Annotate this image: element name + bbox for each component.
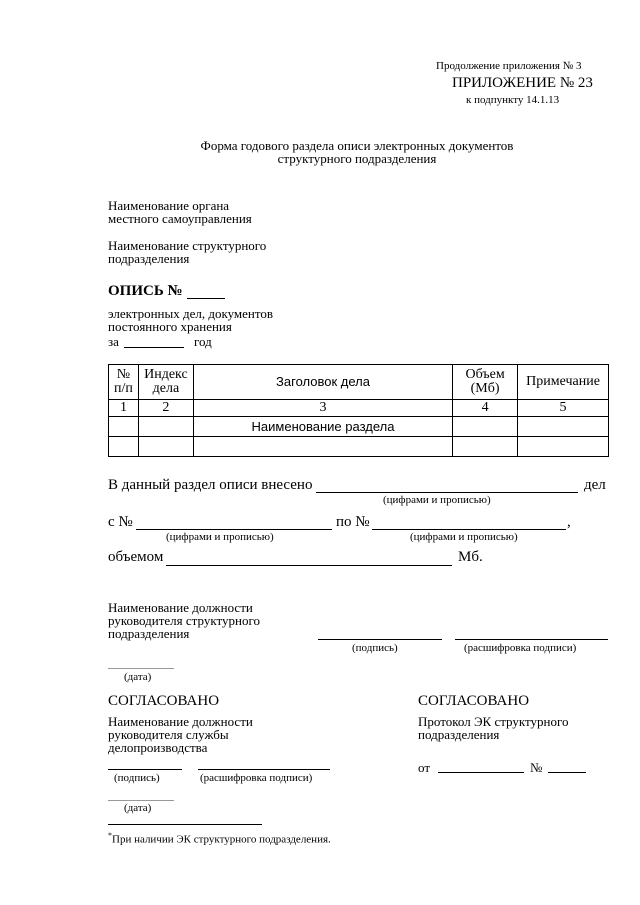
table-header-row — [109, 365, 609, 400]
col-header-index-line2: дела — [152, 381, 180, 396]
table-cell[interactable] — [453, 437, 518, 457]
head-signature-hint: (подпись) — [352, 642, 398, 654]
head-decode-line[interactable] — [455, 639, 608, 640]
agreed-left-line1: Наименование должности — [108, 714, 253, 729]
col-header-volume-line2: (Мб) — [470, 381, 500, 396]
head-position-line3: подразделения — [108, 626, 190, 641]
table-row-empty — [109, 437, 609, 457]
head-position-line2: руководителя структурного — [108, 613, 260, 628]
appendix-title: ПРИЛОЖЕНИЕ № 23 — [452, 75, 593, 91]
footnote-mark: * — [108, 831, 112, 840]
form-title-line1: Форма годового раздела описи электронных документов — [200, 138, 514, 153]
col-number-3: 3 — [193, 400, 452, 417]
agreed-left-signature-hint: (подпись) — [114, 772, 160, 784]
col-header-volume-line1: Объем — [465, 367, 505, 382]
agreed-left-signature-line[interactable] — [108, 769, 182, 770]
inventory-table — [108, 364, 609, 457]
head-decode-hint: (расшифровка подписи) — [464, 642, 577, 654]
col-header-index — [138, 365, 193, 400]
protocol-date-label: от — [418, 760, 431, 775]
org-name-line1: Наименование органа — [108, 198, 230, 213]
col-header-number-line1: № — [116, 367, 131, 382]
agreed-right-line1: Протокол ЭК структурного — [418, 714, 569, 729]
protocol-date-line[interactable] — [438, 772, 524, 773]
footnote-separator — [108, 824, 262, 825]
agreed-left-line2: руководителя службы — [108, 727, 229, 742]
col-number-4: 4 — [453, 400, 518, 417]
col-number-2: 2 — [138, 400, 193, 417]
table-row-numbers — [109, 400, 609, 417]
table-cell[interactable] — [138, 417, 193, 437]
head-date-hint: (дата) — [124, 671, 152, 683]
col-header-volume — [453, 365, 518, 400]
unit-name-line1: Наименование структурного — [108, 238, 267, 253]
agreed-right-line2: подразделения — [418, 727, 500, 742]
footnote — [108, 831, 331, 846]
agreed-left-decode-line[interactable] — [198, 769, 330, 770]
org-name-line2: местного самоуправления — [108, 211, 252, 226]
table-cell[interactable] — [109, 437, 139, 457]
table-cell[interactable] — [193, 437, 452, 457]
agreed-left-line3: делопроизводства — [108, 740, 208, 755]
col-header-number-line2: п/п — [114, 381, 133, 396]
inventory-number-line[interactable] — [187, 298, 225, 299]
head-signature-line[interactable] — [318, 639, 442, 640]
table-cell[interactable] — [109, 417, 139, 437]
volume-label: объемом — [108, 549, 164, 565]
range-from-line[interactable] — [136, 529, 332, 530]
head-date-line[interactable] — [108, 668, 174, 669]
agreed-left-date-line[interactable] — [108, 800, 174, 801]
table-cell[interactable] — [518, 417, 609, 437]
inventory-label: ОПИСЬ № — [108, 283, 183, 299]
inventory-year-line[interactable] — [124, 347, 184, 348]
col-header-index-line1: Индекс — [144, 367, 188, 382]
col-header-note: Примечание — [518, 365, 609, 400]
appendix-clause: к подпункту 14.1.13 — [466, 94, 560, 106]
unit-name-line2: подразделения — [108, 251, 190, 266]
form-title-line2: структурного подразделения — [277, 151, 437, 166]
agreed-left-date-hint: (дата) — [124, 802, 152, 814]
volume-line[interactable] — [166, 565, 452, 566]
agreed-left-label: СОГЛАСОВАНО — [108, 693, 220, 709]
cases-count-hint: (цифрами и прописью) — [383, 494, 491, 506]
range-to-label: по № — [336, 514, 370, 530]
col-header-number — [109, 365, 139, 400]
table-cell[interactable] — [453, 417, 518, 437]
range-from-label: с № — [108, 514, 133, 530]
section-name-cell: Наименование раздела — [193, 417, 452, 437]
volume-unit: Мб. — [458, 549, 483, 565]
footnote-text: При наличии ЭК структурного подразделения. — [112, 833, 331, 846]
table-cell[interactable] — [138, 437, 193, 457]
inventory-desc-line1: электронных дел, документов — [108, 306, 274, 321]
summary-entered-label: В данный раздел описи внесено — [108, 477, 313, 493]
inventory-year-suffix: год — [194, 334, 212, 349]
cases-count-line[interactable] — [316, 492, 578, 493]
inventory-year-prefix: за — [108, 334, 119, 349]
cases-label: дел — [584, 477, 606, 493]
protocol-number-label: № — [530, 760, 543, 775]
continuation-note: Продолжение приложения № 3 — [436, 60, 582, 72]
range-to-line[interactable] — [372, 529, 566, 530]
col-number-1: 1 — [109, 400, 139, 417]
head-position-line1: Наименование должности — [108, 600, 253, 615]
table-row-section — [109, 417, 609, 437]
protocol-number-line[interactable] — [548, 772, 586, 773]
range-to-hint: (цифрами и прописью) — [410, 531, 518, 543]
range-comma: , — [567, 514, 571, 530]
agreed-left-decode-hint: (расшифровка подписи) — [200, 772, 313, 784]
col-number-5: 5 — [518, 400, 609, 417]
table-cell[interactable] — [518, 437, 609, 457]
agreed-right-label: СОГЛАСОВАНО — [418, 693, 530, 709]
range-from-hint: (цифрами и прописью) — [166, 531, 274, 543]
inventory-desc-line2: постоянного хранения — [108, 319, 232, 334]
col-header-title: Заголовок дела — [193, 365, 452, 400]
